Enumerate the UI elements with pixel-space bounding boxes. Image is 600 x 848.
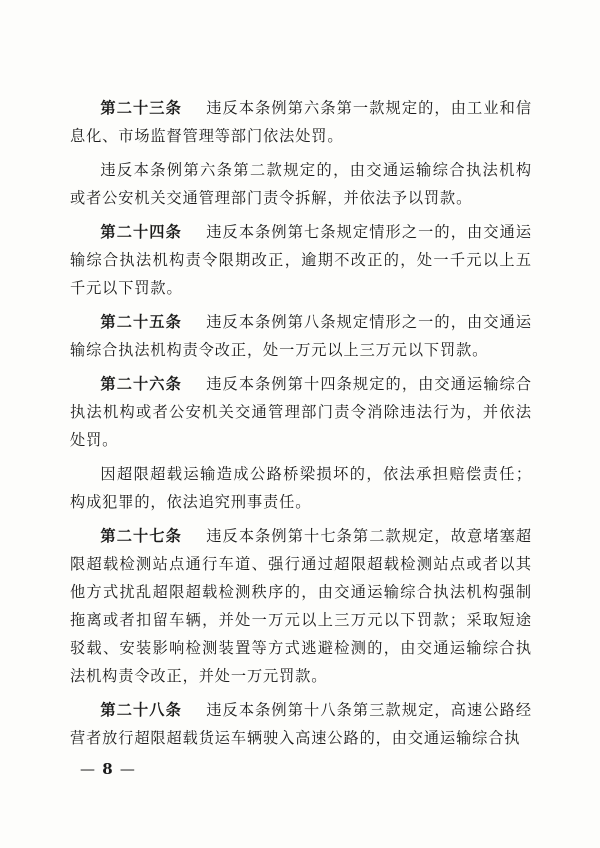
article-text: 违反本条例第七条规定情形之一的，由交通运输综合执法机构责令限期改正，逾期不改正的，处一千元以上五千元以下罚款。 — [70, 223, 533, 297]
article-text: 违反本条例第十八条第三款规定，高速公路经营者放行超限超载货运车辆驶入高速公路的，由交通运输综合执 — [70, 701, 533, 747]
article-number: 第二十六条 — [100, 375, 182, 393]
article-23-para-1 — [70, 94, 532, 150]
article-27 — [70, 522, 532, 690]
article-23-para-2 — [70, 156, 532, 212]
article-text: 违反本条例第六条第一款规定的，由工业和信息化、市场监督管理等部门依法处罚。 — [70, 99, 533, 145]
page-number — [80, 760, 136, 778]
article-25 — [70, 308, 532, 364]
page-number-value: 8 — [102, 760, 114, 778]
article-24 — [70, 218, 532, 302]
article-number: 第二十五条 — [100, 313, 182, 331]
article-text: 因超限超载运输造成公路桥梁损坏的，依法承担赔偿责任；构成犯罪的，依法追究刑事责任。 — [70, 465, 532, 511]
article-text: 违反本条例第十四条规定的，由交通运输综合执法机构或者公安机关交通管理部门责令消除违法行为，并依法处罚。 — [70, 375, 533, 449]
article-number: 第二十三条 — [100, 99, 182, 117]
article-26-para-1 — [70, 370, 532, 454]
page-number-dash-right: — — [119, 760, 136, 778]
document-body — [70, 94, 532, 758]
page-number-dash-left: — — [80, 760, 96, 778]
article-28 — [70, 696, 532, 752]
article-text: 违反本条例第六条第二款规定的，由交通运输综合执法机构或者公安机关交通管理部门责令拆解，并依法予以罚款。 — [70, 161, 532, 207]
article-number: 第二十八条 — [100, 701, 182, 719]
article-text: 违反本条例第八条规定情形之一的，由交通运输综合执法机构责令改正，处一万元以上三万元以下罚款。 — [70, 313, 533, 359]
article-text: 违反本条例第十七条第二款规定，故意堵塞超限超载检测站点通行车道、强行通过超限超载检测站点或者以其他方式扰乱超限超载检测秩序的，由交通运输综合执法机构强制拖离或者扣留车辆，并处一万元以上三万元以下罚款；采取短途驳载、安装影响检测装置等方式逃避检测的，由交通运输综合执法机构责令改正，并处一万元罚款。 — [70, 527, 533, 685]
article-number: 第二十七条 — [100, 527, 182, 545]
article-26-para-2 — [70, 460, 532, 516]
article-number: 第二十四条 — [100, 223, 182, 241]
